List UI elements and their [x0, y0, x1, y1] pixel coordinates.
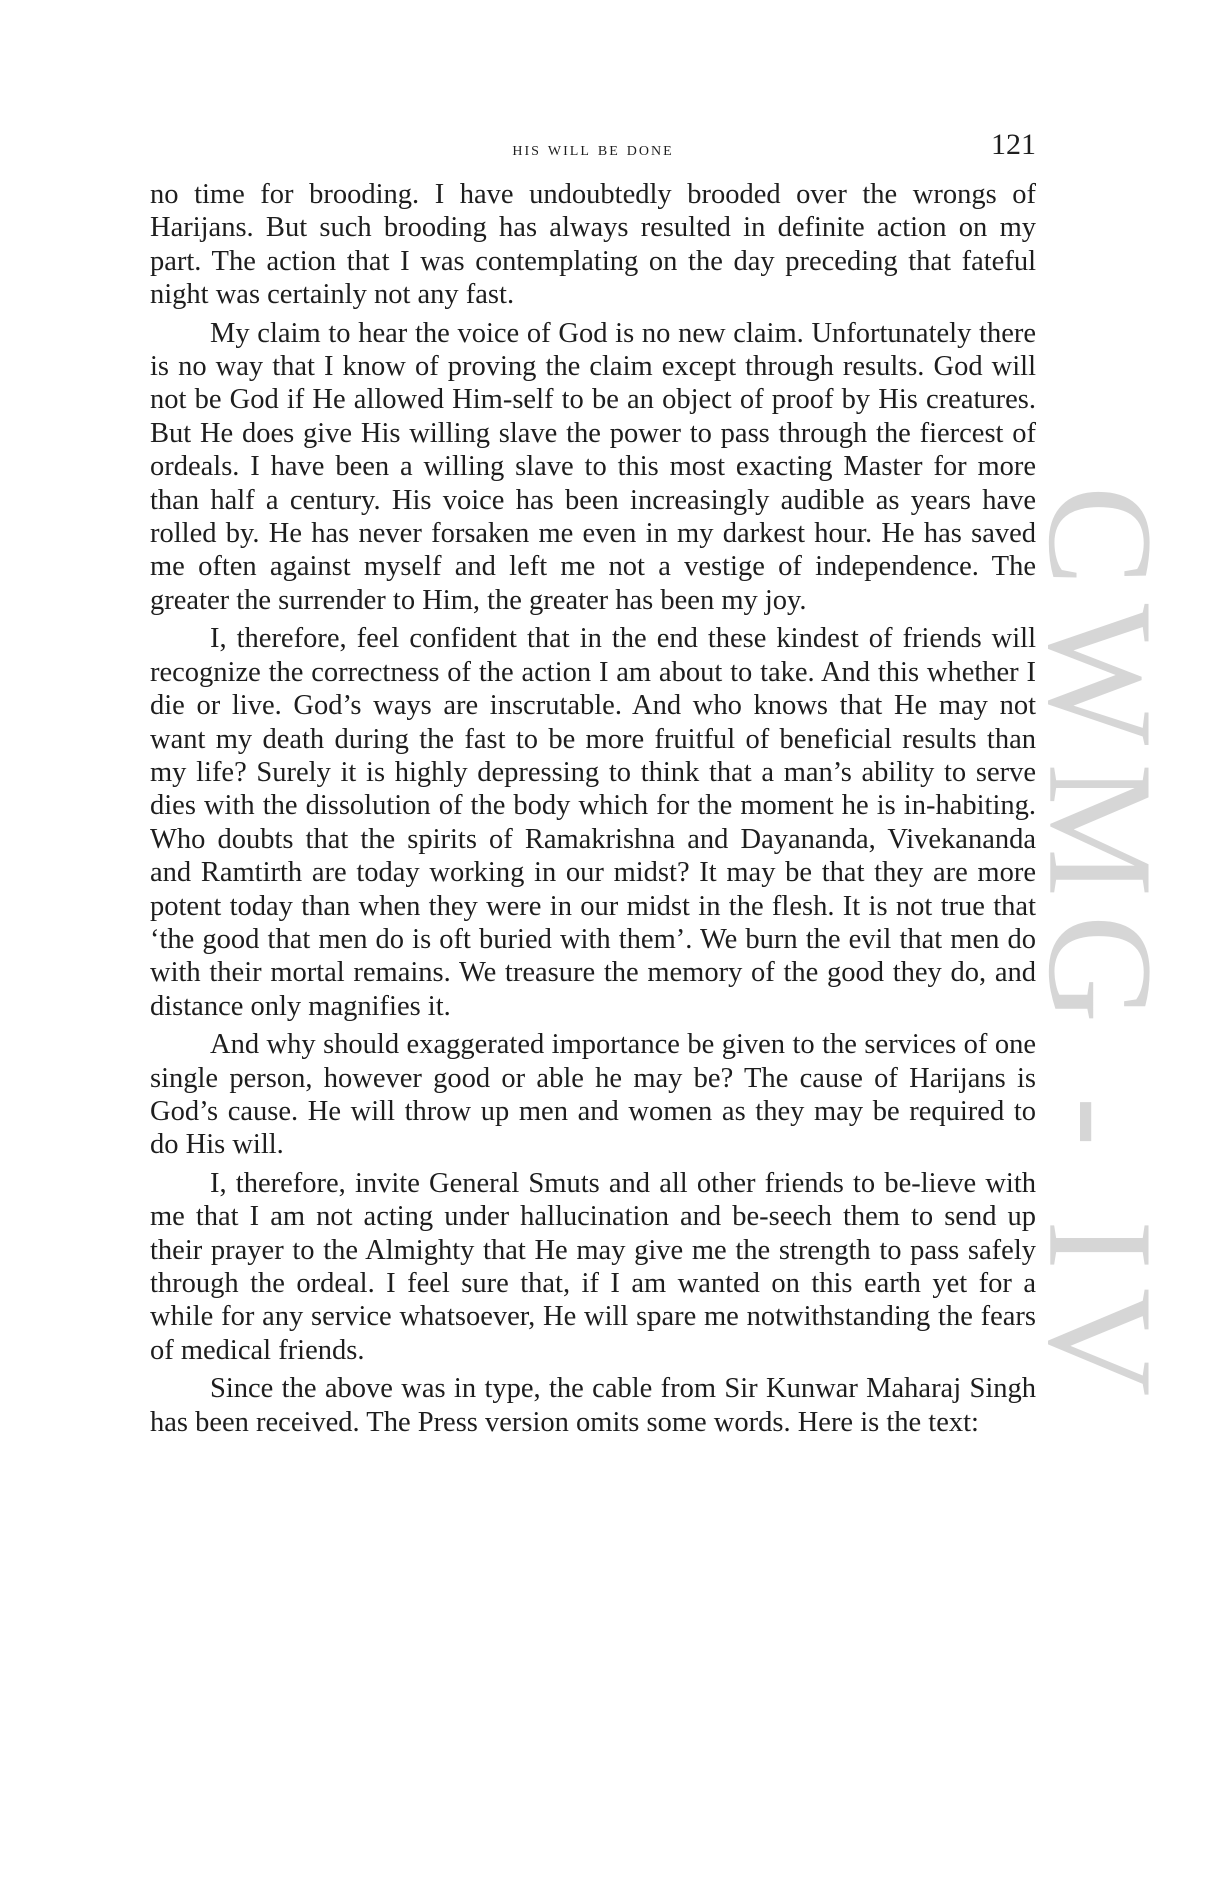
paragraph-5: I, therefore, invite General Smuts and all other friends to be-lieve with me that I am not acting under hallucination and be-seech them to send up their prayer to the Almighty that He may give me the strength to pass safely through the ordeal. I feel sure that, if I am wanted on this earth yet for a while for any service whatsoever, He will spare me notwithstanding the fears of medical friends. [150, 1167, 1036, 1366]
paragraph-2: My claim to hear the voice of God is no new claim. Unfortunately there is no way that I know of proving the claim except through results. God will not be God if He allowed Him-self to be an object of proof by His creatures. But He does give His willing slave the power to pass through the fiercest of ordeals. I have been a willing slave to this most exacting Master for more than half a century. His voice has been increasingly audible as years have rolled by. He has never forsaken me even in my darkest hour. He has saved me often against myself and left me not a vestige of independence. The greater the surrender to Him, the greater has been my joy. [150, 317, 1036, 616]
running-head [150, 128, 1036, 168]
watermark-text: CWMG - IV [1017, 485, 1183, 1415]
cwmg-watermark [1017, 485, 1183, 1415]
page-number: 121 [991, 128, 1036, 161]
paragraph-1: no time for brooding. I have undoubtedly brooded over the wrongs of Harijans. But such brooding has always resulted in definite action on my part. The action that I was contemplating on the day preceding that fateful night was certainly not any fast. [150, 179, 1036, 311]
running-title: his will be done [512, 138, 674, 160]
paragraph-6: Since the above was in type, the cable from Sir Kunwar Maharaj Singh has been received. The Press version omits some words. Here is the text: [150, 1373, 1036, 1438]
paragraph-3: I, therefore, feel confident that in the end these kindest of friends will recognize the correctness of the action I am about to take. And this whether I die or live. God’s ways are inscrutable. And who knows that He may not want my death during the fast to be more fruitful of beneficial results than my life? Surely it is highly depressing to think that a man’s ability to serve dies with the dissolution of the body which for the moment he is in-habiting. Who doubts that the spirits of Ramakrishna and Dayananda, Vivekananda and Ramtirth are today working in our midst? It may be that they are more potent today than when they were in our midst in the flesh. It is not true that ‘the good that men do is oft buried with them’. We burn the evil that men do with their mortal remains. We treasure the memory of the good they do, and distance only magnifies it. [150, 623, 1036, 1022]
text-body [150, 178, 1036, 1444]
paragraph-4: And why should exaggerated importance be given to the services of one single person, however good or able he may be? The cause of Harijans is God’s cause. He will throw up men and women as they may be required to do His will. [150, 1029, 1036, 1161]
